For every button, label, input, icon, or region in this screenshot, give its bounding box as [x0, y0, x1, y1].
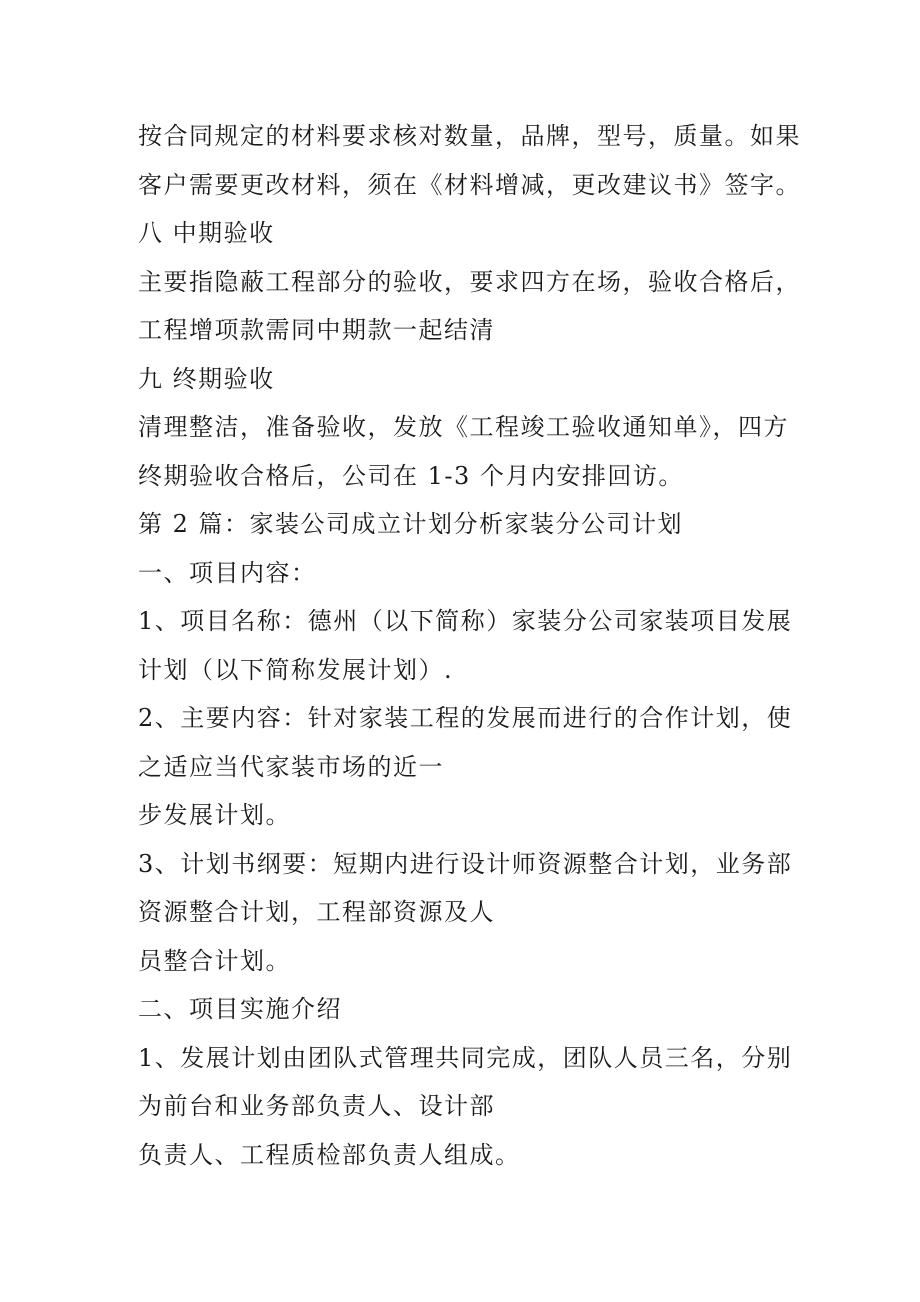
paragraph-line: 工程增项款需同中期款一起结清: [138, 316, 495, 344]
paragraph-line: 1、项目名称：德州（以下简称）家装分公司家装项目发展: [138, 607, 793, 635]
paragraph-line: 步发展计划。: [138, 801, 291, 829]
paragraph-line: 1、发展计划由团队式管理共同完成，团队人员三名，分别: [138, 1043, 793, 1072]
paragraph-line: 2、主要内容：针对家装工程的发展而进行的合作计划，使: [138, 704, 793, 732]
paragraph-line: 员整合计划。: [138, 946, 291, 975]
document-body: [138, 112, 801, 1179]
article-title: 第 2 篇：家装公司成立计划分析家装分公司计划: [138, 510, 684, 538]
section-heading: 一、项目内容：: [138, 558, 317, 587]
section-heading: 二、项目实施介绍: [138, 995, 342, 1023]
paragraph-line: 客户需要更改材料，须在《材料增减，更改建议书》签字。: [138, 170, 801, 199]
paragraph-line: 3、计划书纲要：短期内进行设计师资源整合计划，业务部: [138, 849, 793, 878]
paragraph-line: 资源整合计划，工程部资源及人: [138, 898, 495, 926]
section-heading: 九 终期验收: [138, 364, 275, 393]
paragraph-line: 主要指隐蔽工程部分的验收，要求四方在场，验收合格后，: [138, 267, 801, 296]
paragraph-line: 清理整洁，准备验收，发放《工程竣工验收通知单》，四方: [138, 413, 789, 441]
paragraph-line: 终期验收合格后，公司在 1-3 个月内安排回访。: [138, 461, 684, 490]
section-heading: 八 中期验收: [138, 219, 275, 247]
paragraph-line: 负责人、工程质检部负责人组成。: [138, 1140, 521, 1169]
paragraph-line: 之适应当代家装市场的近一: [138, 752, 444, 781]
paragraph-line: 按合同规定的材料要求核对数量，品牌，型号，质量。如果: [138, 122, 801, 150]
paragraph-line: 为前台和业务部负责人、设计部: [138, 1092, 495, 1120]
paragraph-line: 计划（以下简称发展计划）.: [138, 655, 454, 684]
